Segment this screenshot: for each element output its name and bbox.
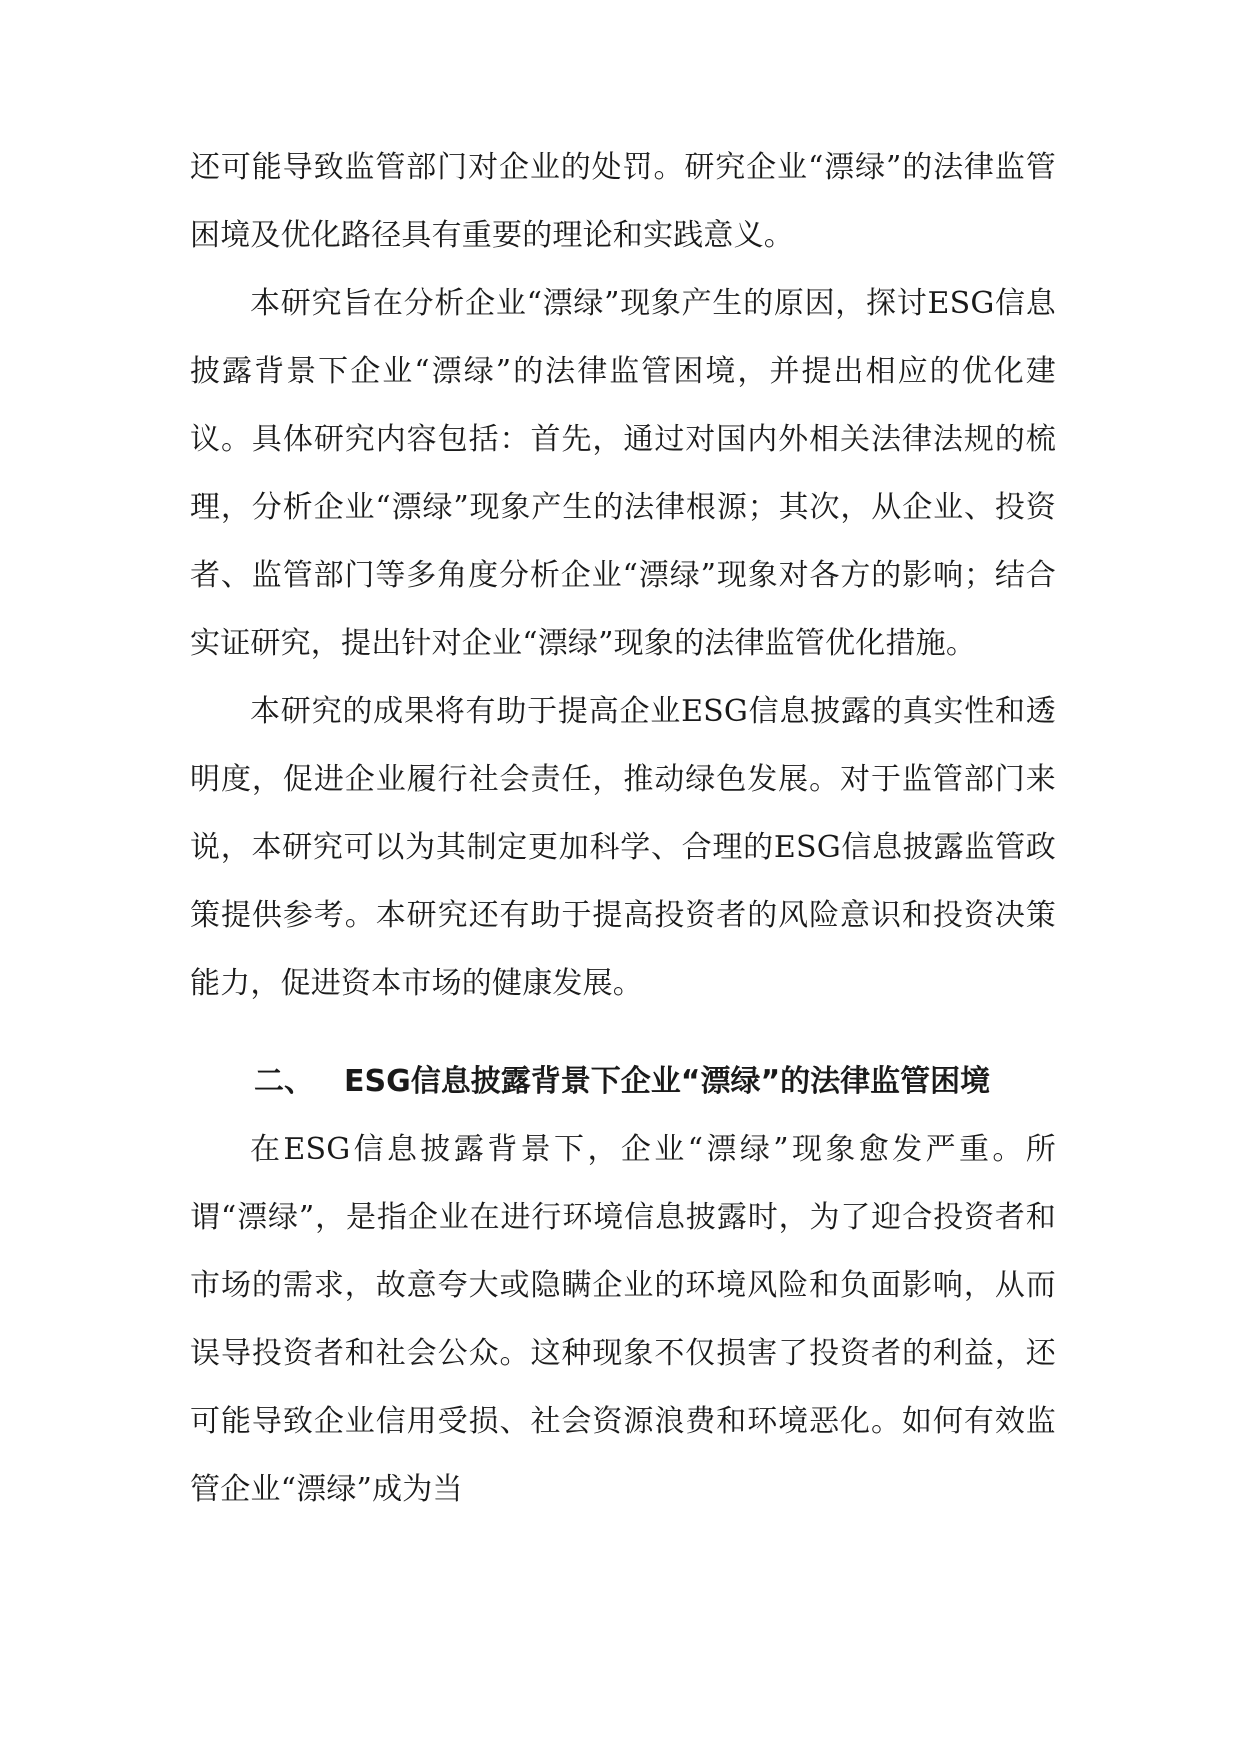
body-paragraph-research-aim: 本研究旨在分析企业“漂绿”现象产生的原因，探讨ESG信息披露背景下企业“漂绿”的法律监管困境，并提出相应的优化建议。具体研究内容包括：首先，通过对国内外相关法律法规的梳理，分析企业“漂绿”现象产生的法律根源；其次，从企业、投资者、监管部门等多角度分析企业“漂绿”现象对各方的影响；结合实证研究，提出针对企业“漂绿”现象的法律监管优化措施。 [190, 286, 1056, 661]
body-paragraph-continued: 还可能导致监管部门对企业的处罚。研究企业“漂绿”的法律监管困境及优化路径具有重要的理论和实践意义。 [190, 150, 1056, 253]
body-paragraph-section-intro: 在ESG信息披露背景下，企业“漂绿”现象愈发严重。所谓“漂绿”，是指企业在进行环境信息披露时，为了迎合投资者和市场的需求，故意夸大或隐瞒企业的环境风险和负面影响，从而误导投资者和社会公众。这种现象不仅损害了投资者的利益，还可能导致企业信用受损、社会资源浪费和环境恶化。如何有效监管企业“漂绿”成为当 [190, 1132, 1056, 1507]
section-number: 二、 [254, 1064, 314, 1099]
section-heading [190, 1048, 1056, 1116]
body-paragraph-research-significance: 本研究的成果将有助于提高企业ESG信息披露的真实性和透明度，促进企业履行社会责任，推动绿色发展。对于监管部门来说，本研究可以为其制定更加科学、合理的ESG信息披露监管政策提供参考。本研究还有助于提高投资者的风险意识和投资决策能力，促进资本市场的健康发展。 [190, 694, 1056, 1001]
section-title: ESG信息披露背景下企业“漂绿”的法律监管困境 [344, 1064, 991, 1099]
document-page [190, 134, 1056, 1524]
